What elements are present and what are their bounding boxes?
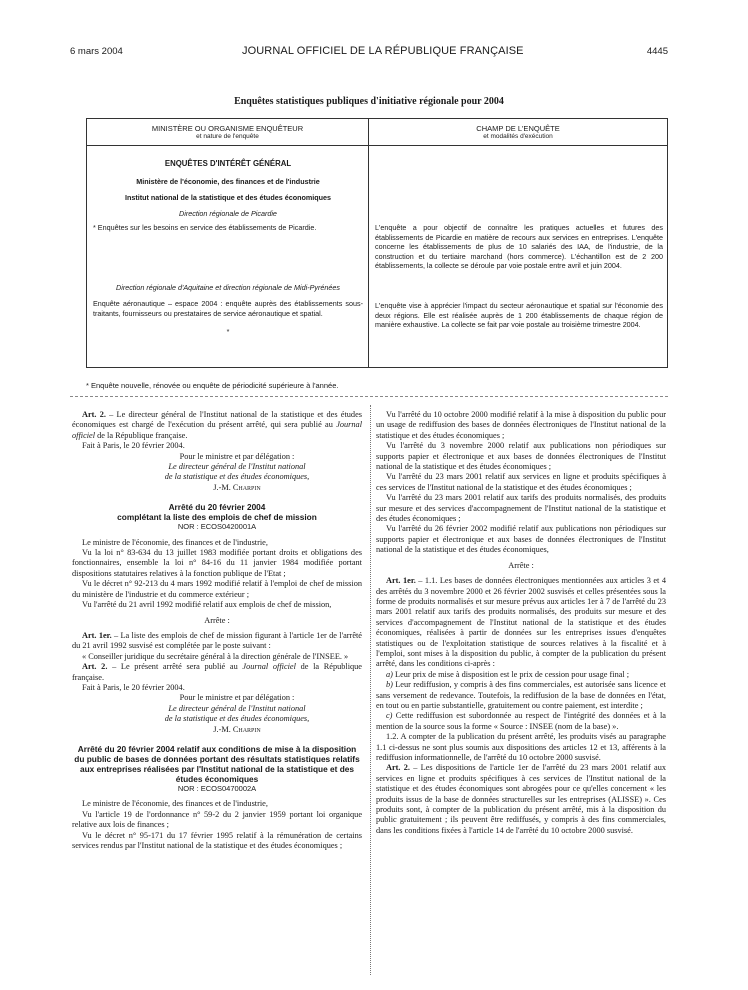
article-2-paragraph: Art. 2. – Le directeur général de l'Institut national de la statistique et des études économiques est chargé de l'exécution du présent arrêté, qui sera publié au Journal officiel de la République française. — [72, 410, 362, 440]
section-heading: ENQUÊTES D'INTÉRÊT GÉNÉRAL — [164, 159, 292, 168]
direction-aquitaine: Direction régionale d'Aquitaine et direction régionale de Midi-Pyrénées — [116, 283, 340, 292]
col-right-subheader: et modalités d'exécution — [483, 133, 553, 140]
survey-aeronautique: Enquête aéronautique – espace 2004 : enquête auprès des établissements sous-traitants, fournisseurs ou prestataires de service aéronautique et spatial. — [93, 299, 363, 318]
right-column: Vu l'arrêté du 10 octobre 2000 modifié relatif à la mise à disposition du public pour un usage de rediffusion des bases de données électroniques de l'Institut national de la statistique et des études économiques ; Vu l'arrêté du 3 novembre 2000 relatif aux publications non périodiques sur supports papier et électronique et aux bases de données électroniques de l'Institut national de la statistique et des études économiques ; Vu l'arrêté du 23 mars 2001 relatif aux services en ligne et produits spécifiques à ces services de l'Institut national de la statistique et des études économiques ; Vu l'arrêté du 23 mars 2001 relatif aux tarifs des produits normalisés, des produits sur mesure et des services d'accompagnement de l'Institut national de la statistique et des études économiques ; Vu l'arrêté du 26 février 2002 modifié relatif aux publications non périodiques sur supports papier et électronique et aux bases de données électroniques de l'Institut national de la statistique et des études économiques, Arrête : Art. 1er. – 1.1. Les bases de données électroniques mentionnées aux articles 3 et 4 des arrêtés du 3 novembre 2000 et 26 février 2002 susvisés et celles présentées sous la forme de produits normalisés et sur mesure prévus aux articles 1er à 7 de l'arrêté du 23 mars 2001 relatif aux tarifs des produits normalisés, des produits sur mesure et des services d'accompagnement de l'Institut national de la statistique et des études économiques, réalisées à partir de données sur les entreprises issues d'enquêtes statistiques ou de l'exploitation statistique de sources relatives à la fiscalité et à l'emploi, sont mises à la disposition du public, à compter de la publication du présent arrêté, dans les conditions ci-après : a) Leur prix de mise à disposition est le prix de cession pour usage final ; b) Leur rediffusion, y compris à des fins commerciales, est autorisée sans licence et sans versement de redevance. Toutefois, la rediffusion de la base de données en l'état, en tout ou en partie substantielle, gratuitement ou contre paiement, est interdite ; c) Cette rediffusion est subordonnée au respect de l'intégrité des données et à la mention de la source sous la forme « Source : INSEE (nom de la base) ». 1.2. A compter de la publication du présent arrêté, les produits visés au paragraphe 1.1 ci-dessus ne sont plus soumis aux dispositions des articles 12 et 13, afférents à la rediffusion informationnelle, de l'arrêté du 10 octobre 2000 susvisé. Art. 2. – Les dispositions de l'article 1er de l'arrêté du 23 mars 2001 relatif aux services en ligne et produits spécifiques à ces services de l'Institut national de la statistique et des études économiques sont abrogées pour ce qu'elles concernent « les produits issus de la base de données structurelles sur les entreprises (ALISSE) ». Ces produits sont, à compter de la publication du présent arrêté, mis à la disposition du public gratuitement ; ils peuvent être rediffusés, y compris à des fins commerciales, dans les conditions fixées à l'article 14 de l'arrêté du 10 octobre 2000 susvisé. — [376, 410, 666, 835]
survey-table — [86, 118, 668, 368]
champ-picardie: L'enquête a pour objectif de connaître les pratiques actuelles et futures des établissements de Picardie en matière de recours aux services en entreprises. L'enquête concerne les établissements de plus de 10 salariés des IAA, de l'industrie, de la construction et du tertiaire marchand (hors commerce). L'échantillon est de 2 200 établissements, la collecte se déroule par voie postale entre avril et juin 2004. — [375, 223, 663, 271]
nor-3: NOR : ECOS0470002A — [177, 783, 257, 793]
separator-line — [70, 396, 668, 397]
nor-2: NOR : ECOS0420001A — [177, 522, 257, 532]
arrete-2-title: Arrêté du 20 février 2004 — [168, 502, 266, 513]
header-page-number: 4445 — [646, 46, 668, 57]
page-header — [70, 46, 668, 62]
header-journal-title: JOURNAL OFFICIEL DE LA RÉPUBLIQUE FRANÇAISE — [242, 45, 524, 57]
signature-2: J.-M. Charpin — [213, 724, 261, 734]
ministry-name: Ministère de l'économie, des finances et de l'industrie — [136, 177, 320, 186]
institute-name: Institut national de la statistique et des études économiques — [124, 193, 332, 202]
arrete-3-title: Arrêté du 20 février 2004 relatif aux conditions de mise à la disposition du public de bases de données portant des résultats statistiques relatifs aux entreprises réalisées par l'Institut national de la statistique et des études économiques — [74, 743, 360, 784]
right-article-1: Art. 1er. – 1.1. Les bases de données électroniques mentionnées aux articles 3 et 4 des arrêtés du 3 novembre 2000 et 26 février 2002 susvisés et celles présentées sous la forme de produits normalisés et sur mesure prévus aux articles 1er à 7 de l'arrêté du 23 mars 2001 relatif aux tarifs des produits normalisés, des produits sur mesure et des services d'accompagnement de l'Institut national de la statistique et des études économiques, réalisées à partir de données sur les entreprises issues d'enquêtes statistiques ou de l'exploitation statistique de sources relatives à la fiscalité et à l'emploi, sont mises à la disposition du public, à compter de la publication du présent arrêté, dans les conditions ci-après : — [376, 576, 666, 669]
table-header-left — [87, 124, 368, 141]
survey-picardie: * Enquêtes sur les besoins en service des établissements de Picardie. — [93, 223, 317, 232]
article-1-paragraph: Art. 1er. – La liste des emplois de chef de mission figurant à l'article 1er de l'arrêté du 21 avril 1992 susvisé est complétée par le poste suivant : — [72, 630, 362, 651]
survey-star-marker: * — [226, 327, 230, 336]
champ-aeronautique: L'enquête vise à apprécier l'impact du secteur aéronautique et spatial sur l'économie des deux régions. Elle est réalisée auprès de 1 200 établissements de chaque région de manière exhaustive. La collecte se fait par voie postale au troisième trimestre 2004. — [375, 301, 663, 330]
table-header-divider — [87, 145, 667, 146]
header-date: 6 mars 2004 — [70, 46, 123, 57]
table-header-right — [368, 124, 668, 141]
direction-picardie: Direction régionale de Picardie — [179, 209, 277, 218]
arrete-label-1: Arrête : — [204, 615, 230, 625]
right-article-2: Art. 2. – Les dispositions de l'article 1er de l'arrêté du 23 mars 2001 relatif aux services en ligne et produits spécifiques à ces services de l'Institut national de la statistique et des études économiques sont abrogées pour ce qu'elles concernent « les produits issus de la base de données structurelles sur les entreprises (ALISSE) ». Ces produits sont, à compter de la publication du présent arrêté, mis à la disposition du public gratuitement ; ils peuvent être rediffusés, y compris à des fins commerciales, dans les conditions fixées à l'article 14 de l'arrêté du 10 octobre 2000 susvisé. — [376, 763, 666, 835]
fait-a-paris-1: Fait à Paris, le 20 février 2004. — [82, 441, 185, 451]
table-footnote: * Enquête nouvelle, rénovée ou enquête de périodicité supérieure à l'année. — [86, 381, 339, 390]
col-left-subheader: et nature de l'enquête — [196, 133, 259, 140]
arrete-label-2: Arrête : — [508, 560, 534, 570]
table-column-divider — [368, 119, 369, 367]
col-left-header: MINISTÈRE OU ORGANISME ENQUÊTEUR — [151, 124, 304, 133]
column-separator — [370, 405, 371, 975]
art2-label: Art. 2. — [82, 410, 106, 419]
col-right-header: CHAMP DE L'ENQUÊTE — [476, 124, 560, 133]
signature-1: J.-M. Charpin — [213, 482, 261, 492]
delegation-1: Pour le ministre et par délégation : — [179, 451, 295, 461]
table-title: Enquêtes statistiques publiques d'initiative régionale pour 2004 — [234, 96, 504, 107]
left-column: Art. 2. – Le directeur général de l'Institut national de la statistique et des études économiques est chargé de l'exécution du présent arrêté, qui sera publié au Journal officiel de la République française. Fait à Paris, le 20 février 2004. Pour le ministre et par délégation : Le directeur général de l'Institut national de la statistique et des études économiques, J.-M. Charpin Arrêté du 20 février 2004 complétant la liste des emplois de chef de mission NOR : ECOS0420001A Le ministre de l'économie, des finances et de l'industrie, Vu la loi n° 83-634 du 13 juillet 1983 modifiée portant droits et obligations des fonctionnaires, ensemble la loi n° 84-16 du 11 janvier 1984 modifiée portant dispositions statutaires relatives à la fonction publique de l'Etat ; Vu le décret n° 92-213 du 4 mars 1992 modifié relatif à l'emploi de chef de mission du ministère de l'industrie et du commerce extérieur ; Vu l'arrêté du 21 avril 1992 modifié relatif aux emplois de chef de mission, Arrête : Art. 1er. – La liste des emplois de chef de mission figurant à l'article 1er de l'arrêté du 21 avril 1992 susvisé est complétée par le poste suivant : « Conseiller juridique du secrétaire général à la direction générale de l'INSEE. » Art. 2. – Le présent arrêté sera publié au Journal officiel de la République française. Fait à Paris, le 20 février 2004. Pour le ministre et par délégation : Le directeur général de l'Institut national de la statistique et des études économiques, J.-M. Charpin Arrêté du 20 février 2004 relatif aux conditions de mise à la disposition du public de bases de données portant des résultats statistiques relatifs aux entreprises réalisées par l'Institut national de la statistique et des études économiques NOR : ECOS0470002A Le ministre de l'économie, des finances et de l'industrie, Vu l'article 19 de l'ordonnance n° 59-2 du 2 janvier 1959 portant loi organique relative aux lois de finances ; Vu le décret n° 95-171 du 17 février 1995 relatif à la rémunération de certains services rendus par l'Institut national de la statistique et des études économiques ; — [72, 410, 362, 850]
